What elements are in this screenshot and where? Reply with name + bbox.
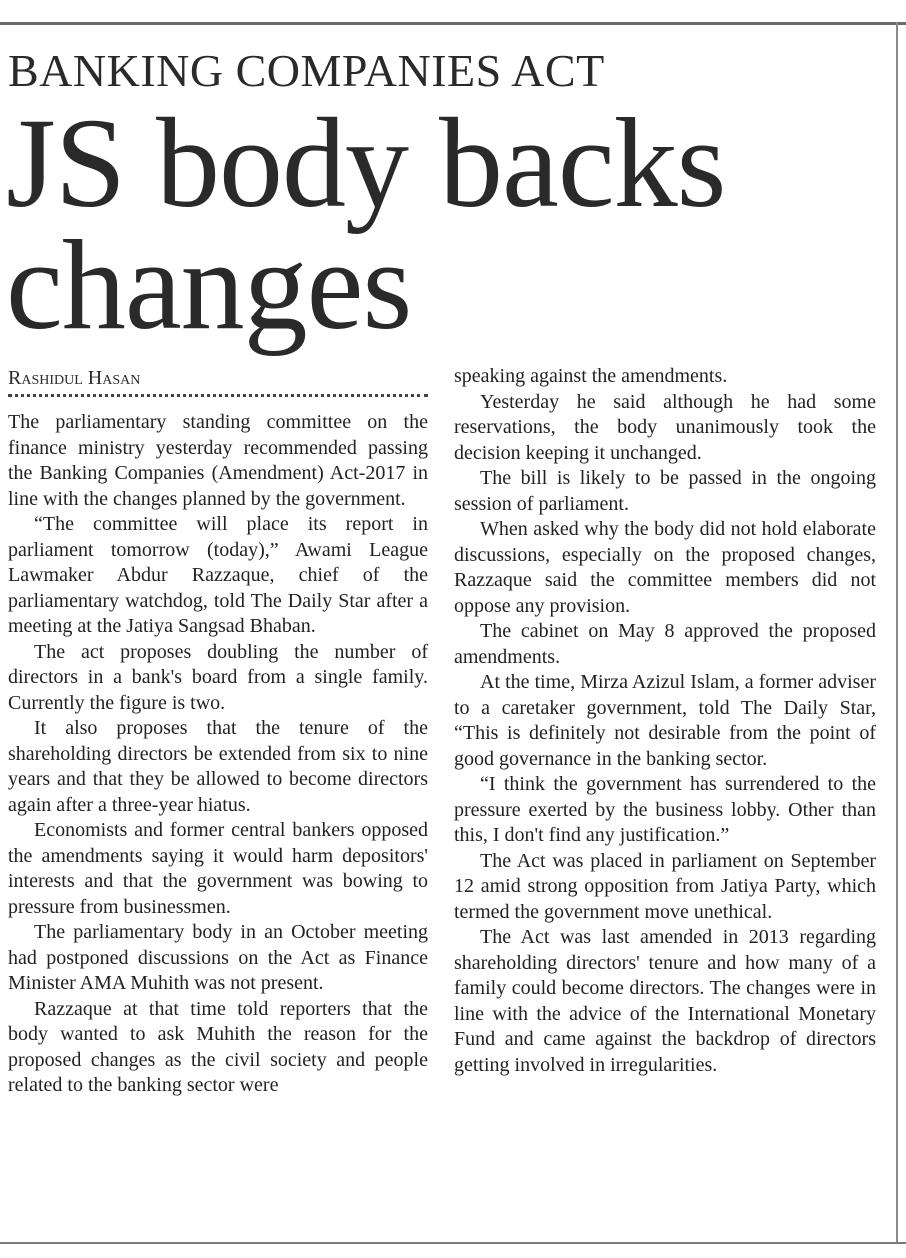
- paragraph: The cabinet on May 8 approved the proposed amendments.: [454, 620, 876, 668]
- bottom-rule: [0, 1242, 906, 1244]
- headline-line-2: changes: [6, 214, 412, 356]
- paragraph: At the time, Mirza Azizul Islam, a former adviser to a caretaker government, told The Daily Star, “This is definitely not desirable from the point of good governance in the banking sector.: [454, 671, 876, 770]
- paragraph: It also proposes that the tenure of the shareholding directors be extended from six to nine years and that they be allowed to become directors again after a three-year hiatus.: [8, 717, 428, 816]
- paragraph: The act proposes doubling the number of directors in a bank's board from a single family. Currently the figure is two.: [8, 640, 428, 714]
- paragraph: speaking against the amendments.: [454, 365, 728, 387]
- article-column-right: [454, 364, 876, 1078]
- right-column-rule: [896, 22, 898, 1242]
- paragraph: Economists and former central bankers opposed the amendments saying it would harm depositors' interests and that the government was bowing to pressure from businessmen.: [8, 819, 428, 918]
- top-rule: [0, 22, 906, 25]
- paragraph: The Act was last amended in 2013 regarding shareholding directors' tenure and how many of a family could become directors. The changes were in line with the advice of the International Monetary Fund and came against the backdrop of directors getting involved in irregularities.: [454, 926, 876, 1076]
- paragraph: The Act was placed in parliament on September 12 amid strong opposition from Jatiya Party, which termed the government move unethical.: [454, 849, 876, 923]
- paragraph: When asked why the body did not hold elaborate discussions, especially on the proposed changes, Razzaque said the committee members did not oppose any provision.: [454, 518, 876, 617]
- paragraph: Yesterday he said although he had some reservations, the body unanimously took the decision keeping it unchanged.: [454, 390, 876, 464]
- paragraph: The parliamentary standing committee on the finance ministry yesterday recommended passing the Banking Companies (Amendment) Act-2017 in line with the changes planned by the government.: [8, 411, 428, 510]
- paragraph: The bill is likely to be passed in the ongoing session of parliament.: [454, 467, 876, 515]
- byline-dotted-rule: [8, 394, 428, 397]
- byline: Rashidul Hasan: [8, 367, 141, 389]
- headline: [6, 92, 886, 356]
- headline-line-1: JS body backs: [6, 92, 726, 234]
- paragraph: “I think the government has surrendered to the pressure exerted by the business lobby. Other than this, I don't find any justification.”: [454, 773, 876, 846]
- article-column-left: [8, 410, 428, 1099]
- paragraph: The parliamentary body in an October meeting had postponed discussions on the Act as Finance Minister AMA Muhith was not present.: [8, 921, 428, 994]
- paragraph: “The committee will place its report in parliament tomorrow (today),” Awami League Lawmaker Abdur Razzaque, chief of the parliamentary watchdog, told The Daily Star after a meeting at the Jatiya Sangsad Bhaban.: [8, 513, 428, 637]
- paragraph: Razzaque at that time told reporters that the body wanted to ask Muhith the reason for the proposed changes as the civil society and people related to the banking sector were: [8, 997, 428, 1096]
- kicker: BANKING COMPANIES ACT: [8, 45, 605, 96]
